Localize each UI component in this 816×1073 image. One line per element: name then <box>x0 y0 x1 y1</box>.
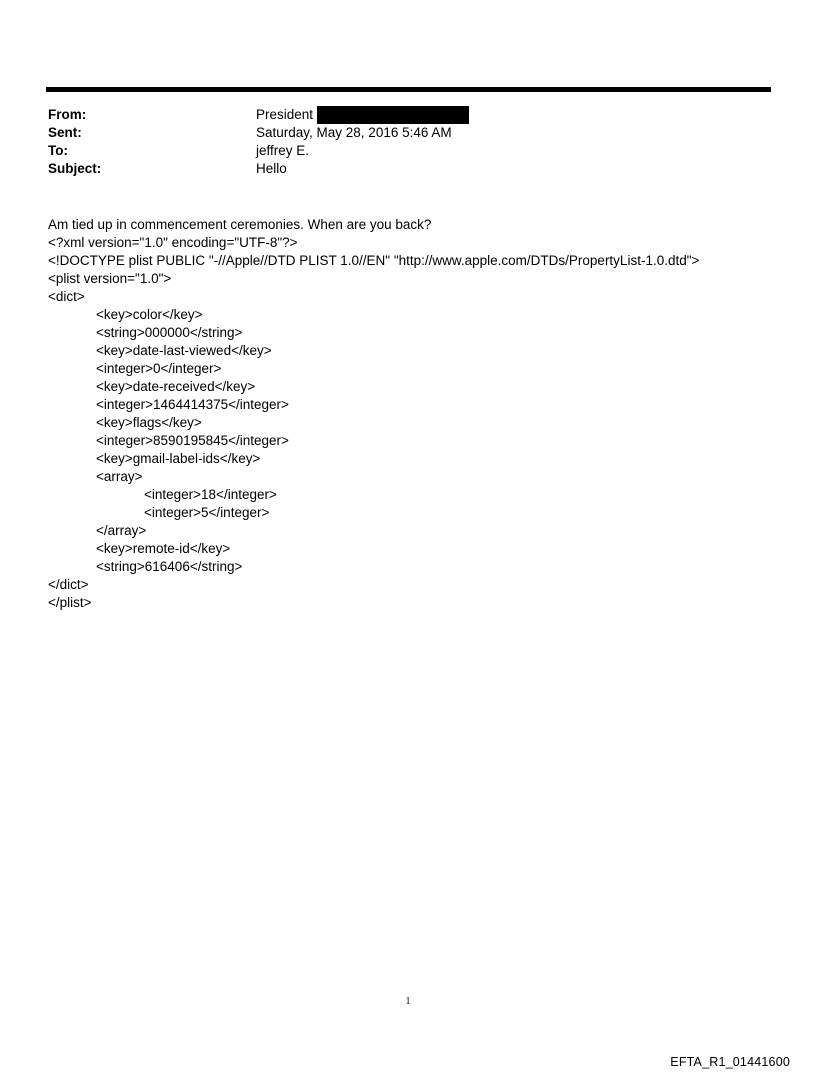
plist-line: <integer>18</integer> <box>144 487 277 502</box>
to-value: jeffrey E. <box>256 143 310 158</box>
plist-line: <integer>5</integer> <box>144 505 270 520</box>
from-name: President <box>256 107 314 122</box>
plist-line: <array> <box>96 469 143 484</box>
plist-line: <string>000000</string> <box>96 325 243 340</box>
sent-row <box>48 124 748 142</box>
plist-line: <key>date-last-viewed</key> <box>96 343 272 358</box>
to-row <box>48 142 748 160</box>
plist-line: <integer>0</integer> <box>96 361 222 376</box>
plist-line: <key>remote-id</key> <box>96 541 231 556</box>
from-label: From: <box>48 107 87 122</box>
plist-line: </array> <box>96 523 147 538</box>
plist-line: <key>date-received</key> <box>96 379 256 394</box>
plist-line: <key>color</key> <box>96 307 203 322</box>
redaction-bar <box>317 106 469 124</box>
plist-line: <integer>8590195845</integer> <box>96 433 289 448</box>
subject-label: Subject: <box>48 161 102 176</box>
dict-open-line: <dict> <box>48 289 85 304</box>
plist-open-line: <plist version="1.0"> <box>48 271 172 286</box>
header-rule <box>46 87 771 92</box>
sent-value: Saturday, May 28, 2016 5:46 AM <box>256 125 452 140</box>
plist-close-line: </plist> <box>48 595 92 610</box>
email-header <box>48 106 748 178</box>
subject-value: Hello <box>256 161 287 176</box>
plist-line: <key>gmail-label-ids</key> <box>96 451 261 466</box>
to-label: To: <box>48 143 68 158</box>
subject-row <box>48 160 748 178</box>
email-body <box>48 216 788 612</box>
plist-line: <integer>1464414375</integer> <box>96 397 289 412</box>
plist-line: <key>flags</key> <box>96 415 202 430</box>
message-line: Am tied up in commencement ceremonies. When are you back? <box>48 217 432 232</box>
doctype-line: <!DOCTYPE plist PUBLIC "-//Apple//DTD PLIST 1.0//EN" "http://www.apple.com/DTDs/PropertyList-1.0.dtd"> <box>48 253 700 268</box>
document-id: EFTA_R1_01441600 <box>670 1055 790 1069</box>
from-value <box>256 106 469 124</box>
page-number: 1 <box>405 996 411 1007</box>
xml-declaration-line: <?xml version="1.0" encoding="UTF-8"?> <box>48 235 298 250</box>
plist-line: <string>616406</string> <box>96 559 243 574</box>
sent-label: Sent: <box>48 125 82 140</box>
dict-close-line: </dict> <box>48 577 89 592</box>
from-row <box>48 106 748 124</box>
